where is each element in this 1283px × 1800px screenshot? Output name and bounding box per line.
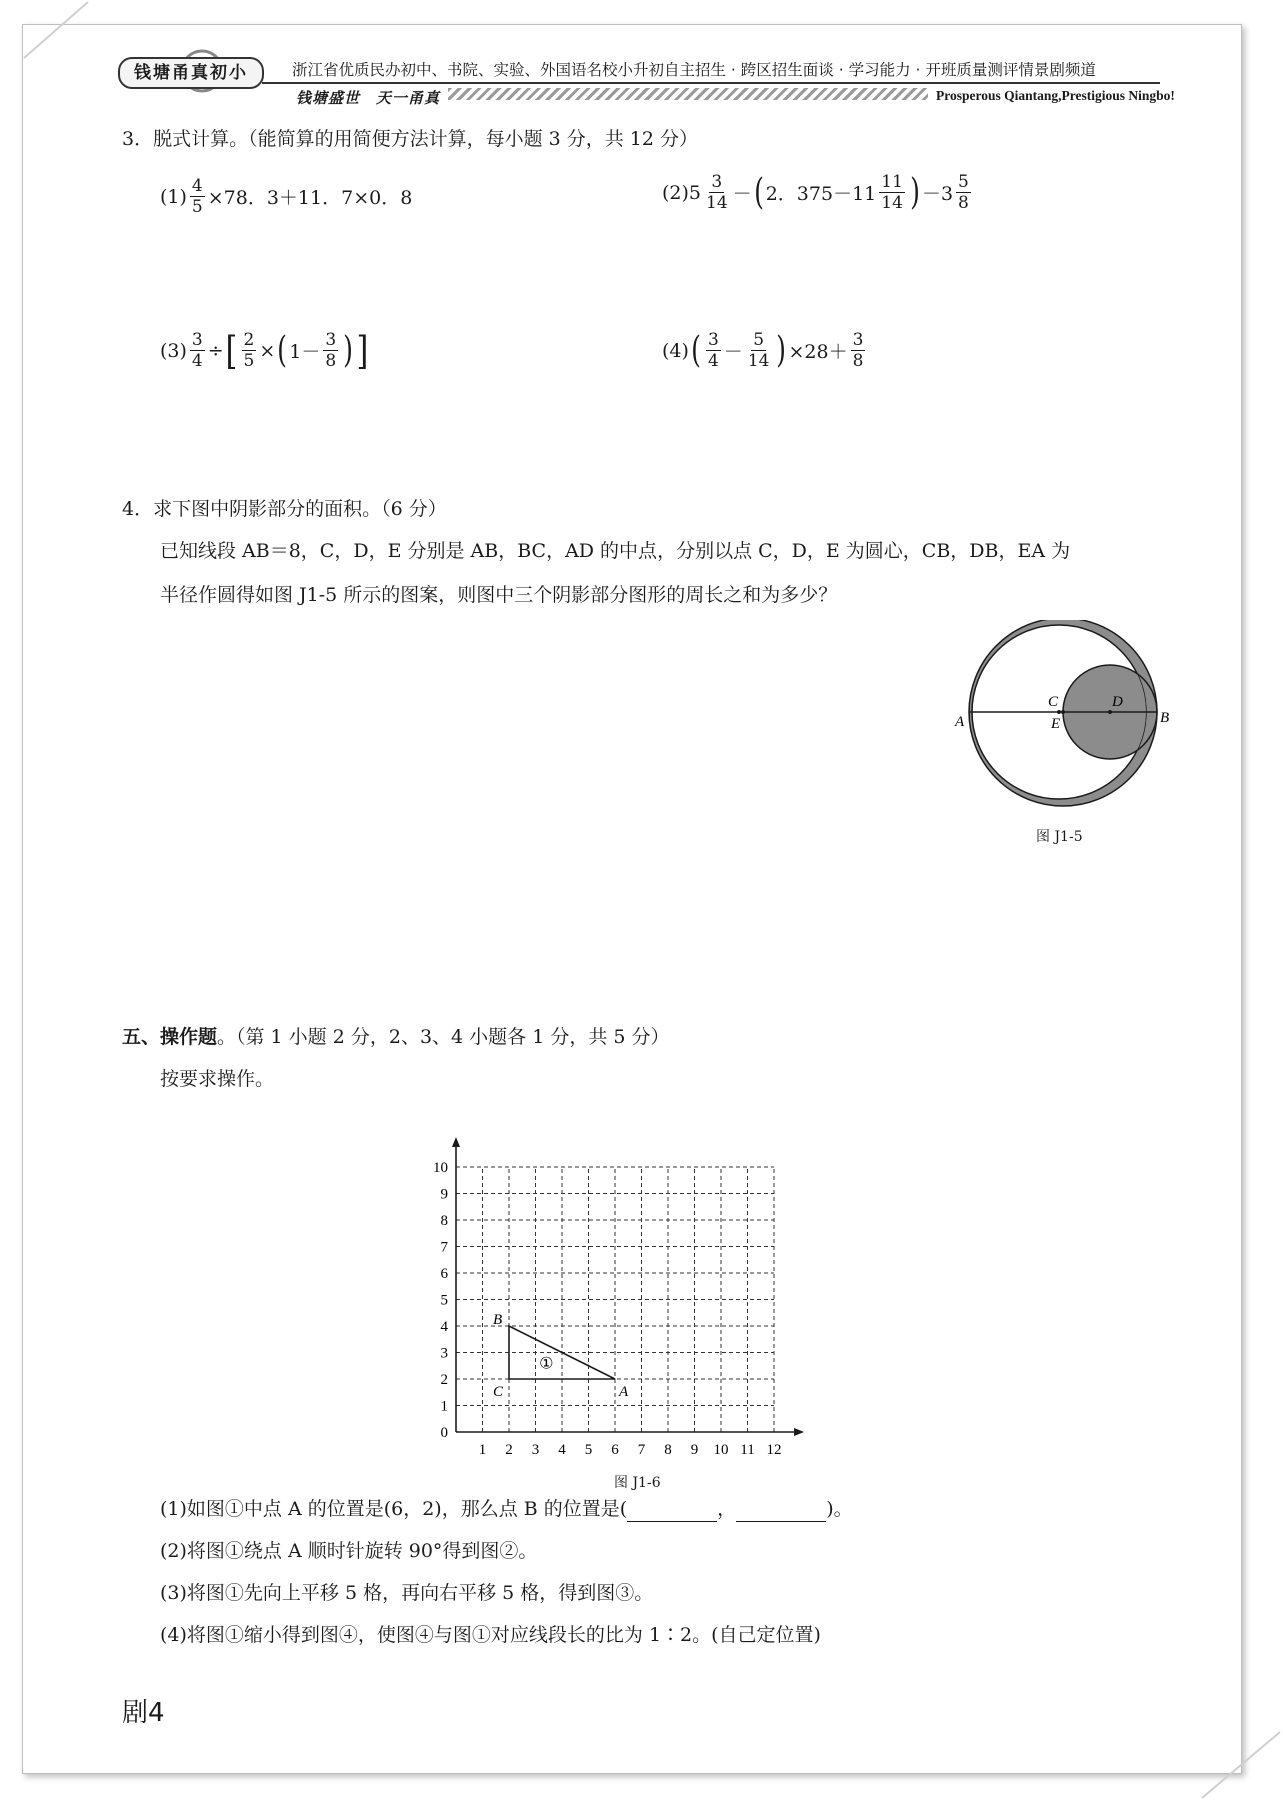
label-c: C [1048,694,1059,710]
q3-problem-2: (2) 5 $\frac{3}{14}$ － ( 2．375－11 $\frac{11}{14}$ ) －3 $\frac{5}{8}$ [662,171,969,213]
vertex-label-b: B [493,1312,503,1328]
section5-subtitle: 。（第 1 小题 2 分，2、3、4 小题各 1 分，共 5 分） [217,1026,670,1048]
y-tick-label: 1 [440,1398,448,1415]
y-tick-label: 2 [440,1372,448,1388]
q3-title: 3．脱式计算。（能简算的用简便方法计算，每小题 3 分，共 12 分） [122,128,699,150]
header-rule [262,82,1160,84]
x-tick-label: 2 [505,1442,513,1458]
section5-item-2: (2)将图①绕点 A 顺时针旋转 90°得到图②。 [160,1540,538,1562]
circle-figure-j1-5 [950,620,1180,820]
q4-text-line-2: 半径作圆得如图 J1-5 所示的图案，则图中三个阴影部分图形的周长之和为多少？ [160,584,838,606]
label-a: A [955,714,965,730]
fraction: $\frac{3}{4}$ [707,330,719,371]
answer-blank-y[interactable] [736,1503,826,1522]
section5-heading [122,1024,670,1050]
vertex-label-c: C [493,1384,504,1400]
x-tick-label: 6 [611,1442,619,1458]
y-tick-label: 9 [440,1186,448,1203]
section5-item-4: (4)将图①缩小得到图④，使图④与图①对应线段长的比为 1∶2。(自己定位置) [160,1624,821,1646]
q3-problem-1 [160,176,412,217]
x-tick-label: 4 [558,1442,566,1458]
header-stripes [448,88,928,100]
section5-item-3: (3)将图①先向上平移 5 格，再向右平移 5 格，得到图③。 [160,1582,654,1604]
fraction: $\frac{3}{4}$ [191,330,203,371]
fraction: $\frac{2}{5}$ [243,330,255,371]
y-tick-label: 0 [440,1425,448,1441]
y-tick-label: 6 [440,1266,448,1282]
page-mark: 剧4 [122,1698,165,1728]
y-tick-label: 5 [440,1292,448,1309]
x-tick-label: 7 [637,1442,646,1458]
x-axis-arrow-icon [794,1428,804,1436]
header-slogan-english: Prosperous Qiantang,Prestigious Ningbo! [936,88,1175,103]
y-tick-label: 7 [440,1239,448,1256]
q3-p1-label: (1) [160,185,187,208]
fraction: $\frac{5}{14}$ [747,330,770,371]
x-tick-label: 8 [664,1442,672,1458]
q3-problem-4: (4) ( $\frac{3}{4}$ － $\frac{5}{14}$ ) ×28＋ $\frac{3}{8}$ [662,329,864,371]
brand-logo: 钱塘甬真初小 [118,57,264,89]
section5-item-1: (1)如图①中点 A 的位置是(6，2)，那么点 B 的位置是( ， )。 [160,1498,853,1520]
figure-j1-5-caption: 图 J1-5 [1036,829,1083,845]
header-title: 浙江省优质民办初中、书院、实验、外国语名校小升初自主招生 · 跨区招生面谈 · 学习能力 · 开班质量测评情景剧频道 [292,61,1096,79]
x-tick-label: 1 [478,1442,487,1458]
header-slogan-chinese: 钱塘盛世 天一甬真 [296,89,441,107]
y-axis-arrow-icon [452,1137,460,1147]
fraction: $\frac{3}{8}$ [325,330,337,371]
corner-diagonal-top-left [0,0,90,60]
fraction: $\frac{11}{14}$ [881,172,903,213]
x-tick-label: 12 [766,1442,782,1458]
y-tick-label: 8 [440,1213,448,1229]
label-d: D [1112,694,1123,710]
q4-title: 4．求下图中阴影部分的面积。（6 分） [122,498,447,520]
section5-instruction: 按要求操作。 [160,1068,275,1090]
fraction: $\frac{4}{5}$ [191,176,203,217]
label-b: B [1160,710,1170,726]
section5-title: 五、操作题 [122,1026,218,1048]
fraction: $\frac{3}{14}$ [706,172,728,213]
y-tick-label: 4 [440,1319,448,1335]
q3-problem-3: (3) $\frac{3}{4}$ ÷ [ $\frac{2}{5}$ × ( 1－ $\frac{3}{8}$ ) ] [160,328,369,373]
corner-diagonal-bottom-right [1200,1730,1283,1800]
y-tick-label: 3 [440,1345,448,1362]
answer-blank-x[interactable] [627,1503,717,1522]
figure-j1-6-caption: 图 J1-6 [614,1475,661,1491]
label-e: E [1051,716,1061,732]
q4-text-line-1: 已知线段 AB＝8，C，D，E 分别是 AB，BC，AD 的中点，分别以点 C，D，E 为圆心，CB，DB，EA 为 [160,540,1071,562]
x-tick-label: 11 [740,1442,755,1458]
shape-label-1: ① [539,1353,554,1373]
coordinate-grid-j1-6 [410,1100,870,1470]
fraction: $\frac{3}{8}$ [852,330,864,371]
x-tick-label: 5 [584,1442,593,1458]
x-tick-label: 9 [690,1442,699,1458]
q3-p1-rest: ×78．3＋11．7×0．8 [207,187,413,209]
y-tick-label: 10 [433,1160,448,1176]
vertex-label-a: A [619,1384,629,1400]
x-tick-label: 10 [713,1442,729,1458]
x-tick-label: 3 [531,1442,540,1458]
fraction: $\frac{5}{8}$ [958,172,969,213]
